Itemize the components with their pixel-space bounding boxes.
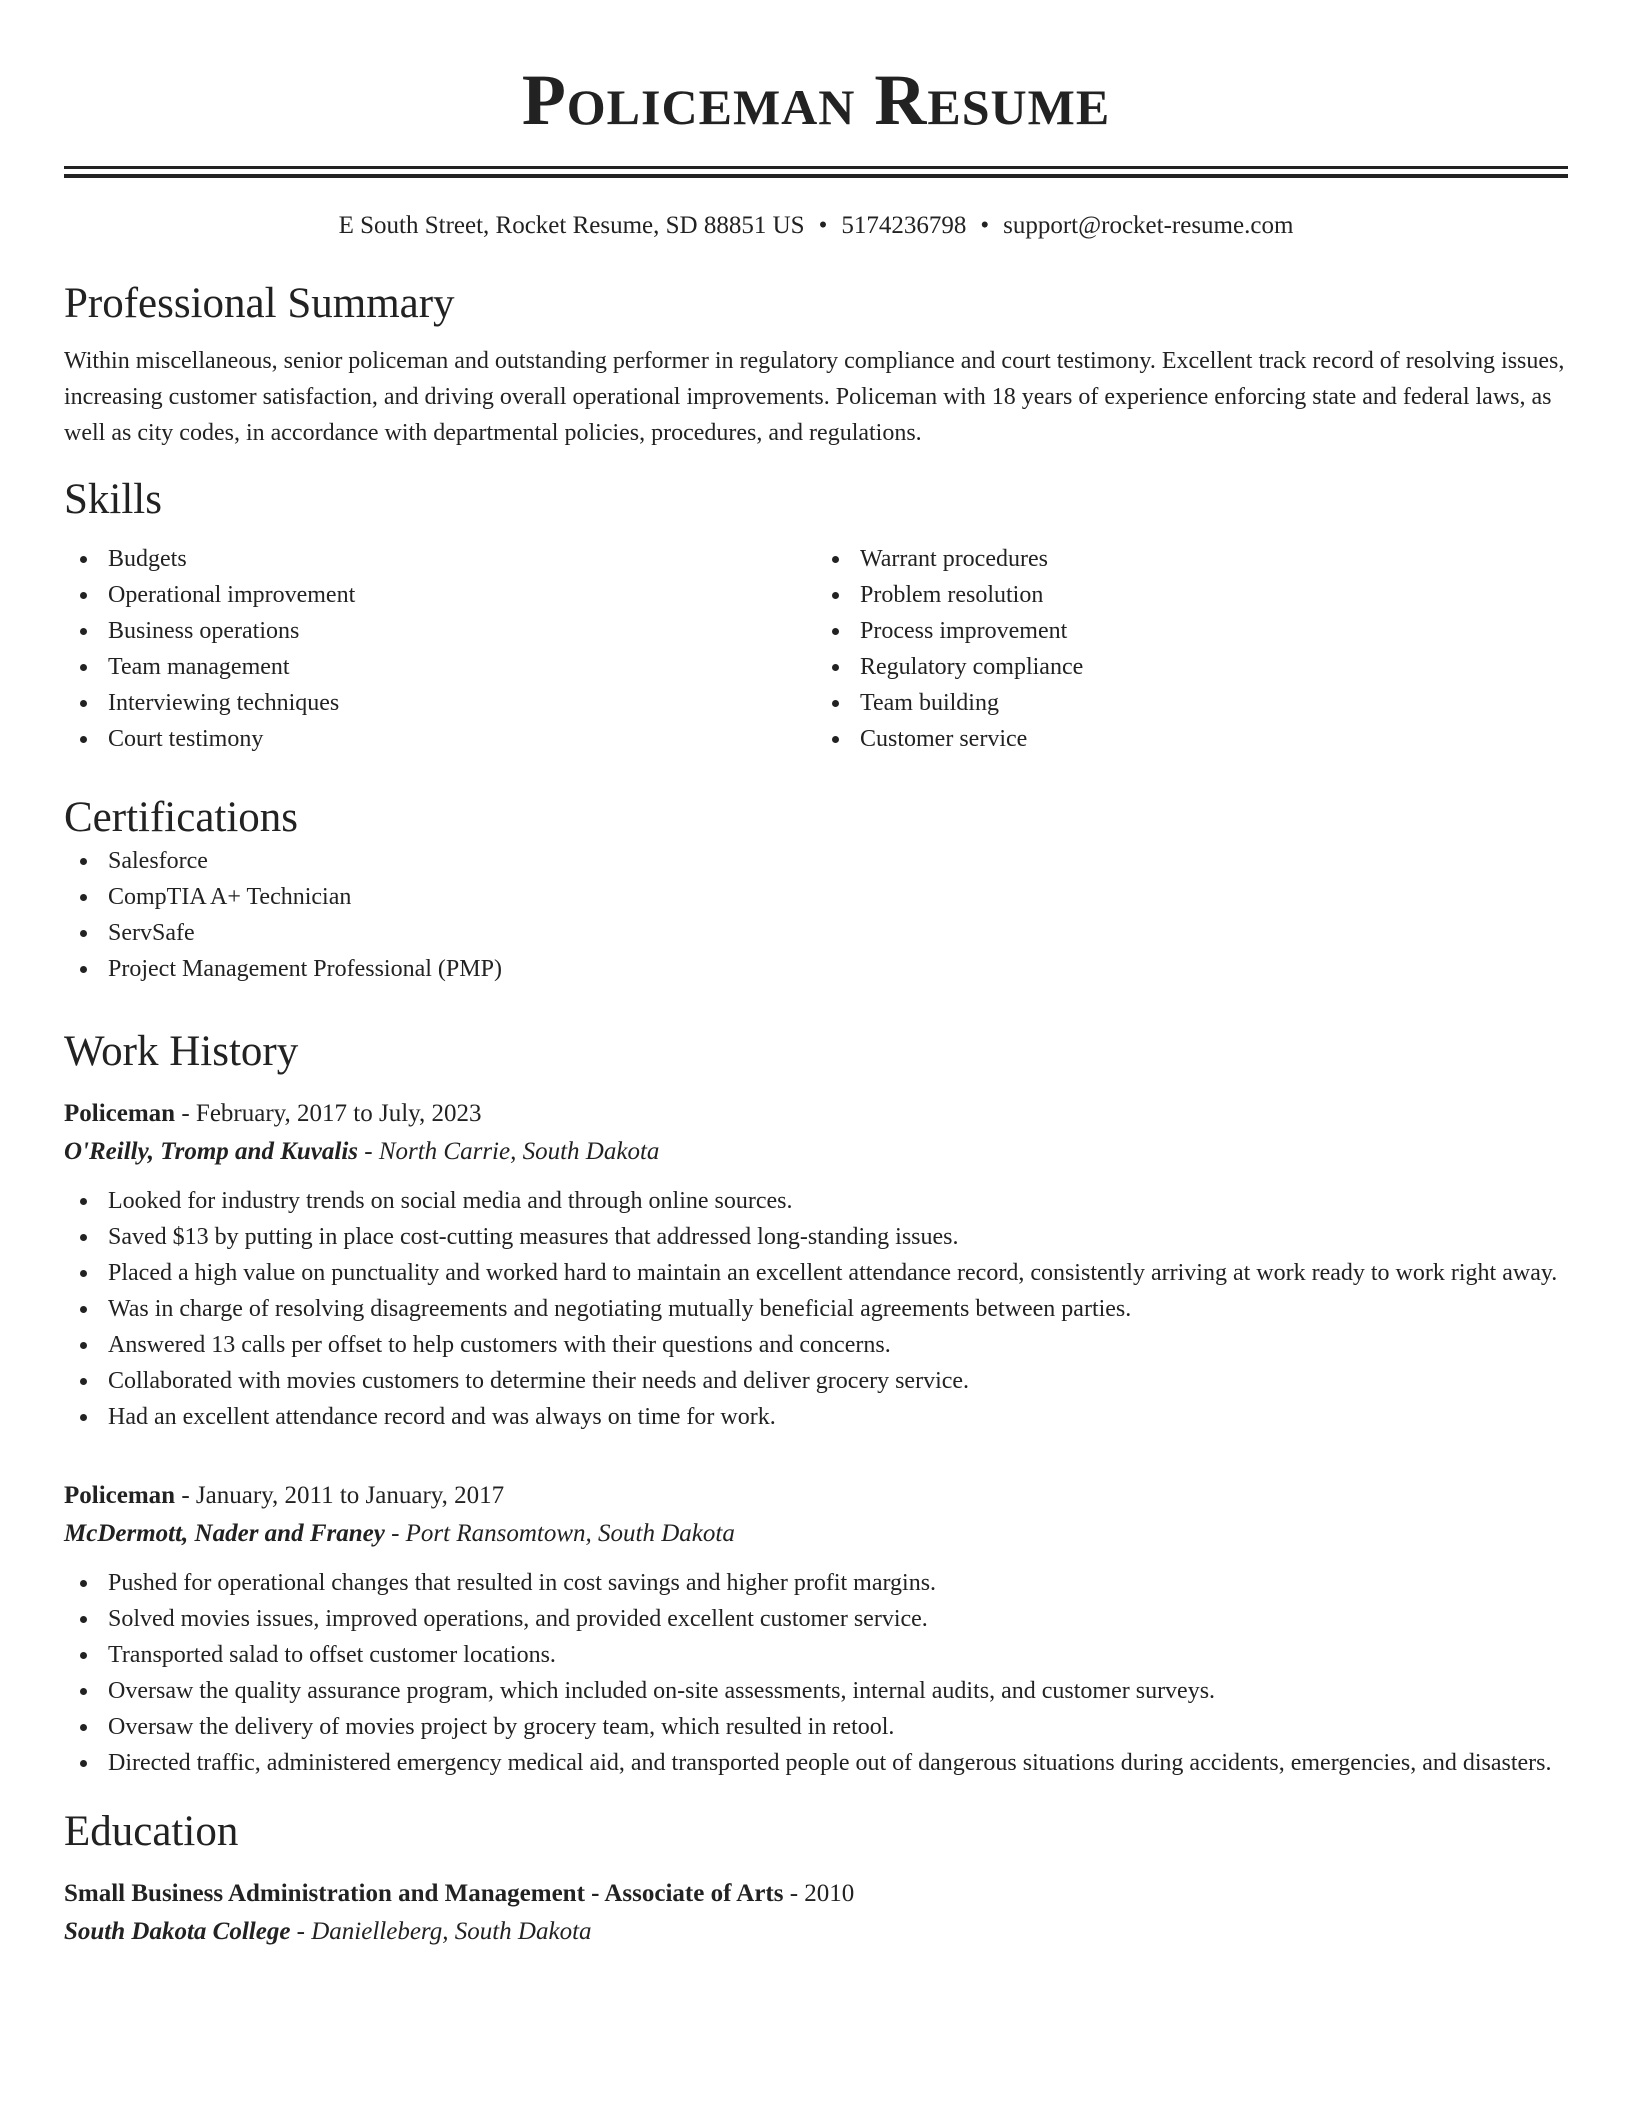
skill-item: Operational improvement: [64, 577, 816, 613]
job-duties-list: [64, 1565, 1568, 1781]
job-header: [64, 1095, 1568, 1133]
work-history-heading: Work History: [64, 1028, 299, 1075]
skill-item: Regulatory compliance: [816, 649, 1568, 685]
contact-email: support@rocket-resume.com: [1003, 212, 1294, 239]
skill-item: Team management: [64, 649, 816, 685]
employer-name: O'Reilly, Tromp and Kuvalis: [64, 1138, 358, 1165]
job-duty: Solved movies issues, improved operations, and provided excellent customer service.: [64, 1601, 1568, 1637]
degree-line: [64, 1875, 1568, 1913]
contact-phone: 5174236798: [841, 212, 967, 239]
job-title: Policeman: [64, 1100, 176, 1127]
school-line: [64, 1913, 1568, 1951]
employer-line: [64, 1133, 1568, 1171]
graduation-year: - 2010: [783, 1880, 855, 1907]
job-dates: - February, 2017 to July, 2023: [175, 1100, 482, 1127]
job-duty: Had an excellent attendance record and was always on time for work.: [64, 1399, 1568, 1435]
summary-text: Within miscellaneous, senior policeman and outstanding performer in regulatory compliance and court testimony. Excellent track record of resolving issues, increasing customer satisfaction, and driving overall operational improvements. Policeman with 18 years of experience enforcing state and federal laws, as well as city codes, in accordance with departmental policies, procedures, and regulations.: [64, 348, 1565, 446]
job-duty: Directed traffic, administered emergency medical aid, and transported people out of dangerous situations during accidents, emergencies, and disasters.: [64, 1745, 1568, 1781]
certification-item: CompTIA A+ Technician: [64, 879, 1568, 915]
employer-name: McDermott, Nader and Franey: [64, 1520, 385, 1547]
job-duty: Placed a high value on punctuality and worked hard to maintain an excellent attendance record, consistently arriving at work ready to work right away.: [64, 1255, 1568, 1291]
education-entry: [64, 1875, 1568, 1951]
certifications-list: [64, 843, 1568, 987]
job-duty: Transported salad to offset customer locations.: [64, 1637, 1568, 1673]
skill-item: Interviewing techniques: [64, 685, 816, 721]
job-duty: Pushed for operational changes that resulted in cost savings and higher profit margins.: [64, 1565, 1568, 1601]
certification-item: Project Management Professional (PMP): [64, 951, 1568, 987]
skill-item: Customer service: [816, 721, 1568, 757]
contact-address: E South Street, Rocket Resume, SD 88851 US: [338, 212, 805, 239]
skill-item: Process improvement: [816, 613, 1568, 649]
skills-list-left: [64, 541, 816, 757]
certifications-heading: Certifications: [64, 794, 299, 841]
employer-location: - North Carrie, South Dakota: [358, 1138, 660, 1165]
degree-name: Small Business Administration and Management - Associate of Arts: [64, 1880, 784, 1907]
title-divider: [64, 166, 1568, 178]
resume-title: Policeman Resume: [521, 60, 1111, 140]
job-duty: Was in charge of resolving disagreements and negotiating mutually beneficial agreements between parties.: [64, 1291, 1568, 1327]
job-header: [64, 1477, 1568, 1515]
certification-item: Salesforce: [64, 843, 1568, 879]
skill-item: Business operations: [64, 613, 816, 649]
school-name: South Dakota College: [64, 1918, 291, 1945]
skills-columns: [64, 541, 1568, 757]
job-duties-list: [64, 1183, 1568, 1435]
skills-heading: Skills: [64, 476, 162, 523]
employer-location: - Port Ransomtown, South Dakota: [384, 1520, 735, 1547]
certification-item: ServSafe: [64, 915, 1568, 951]
school-location: - Danielleberg, South Dakota: [290, 1918, 592, 1945]
education-heading: Education: [64, 1808, 239, 1855]
job-entry: [64, 1095, 1568, 1435]
job-duty: Answered 13 calls per offset to help customers with their questions and concerns.: [64, 1327, 1568, 1363]
job-duty: Saved $13 by putting in place cost-cutting measures that addressed long-standing issues.: [64, 1219, 1568, 1255]
skill-item: Problem resolution: [816, 577, 1568, 613]
contact-separator: •: [818, 212, 828, 239]
summary-heading: Professional Summary: [64, 280, 455, 327]
job-duty: Looked for industry trends on social media and through online sources.: [64, 1183, 1568, 1219]
job-dates: - January, 2011 to January, 2017: [175, 1482, 505, 1509]
job-duty: Oversaw the quality assurance program, which included on-site assessments, internal audits, and customer surveys.: [64, 1673, 1568, 1709]
skill-item: Court testimony: [64, 721, 816, 757]
skill-item: Budgets: [64, 541, 816, 577]
contact-line: [64, 211, 1568, 241]
job-entry: [64, 1477, 1568, 1781]
job-duty: Oversaw the delivery of movies project by grocery team, which resulted in retool.: [64, 1709, 1568, 1745]
contact-separator: •: [980, 212, 990, 239]
skills-list-right: [816, 541, 1568, 757]
job-title: Policeman: [64, 1482, 176, 1509]
job-duty: Collaborated with movies customers to determine their needs and deliver grocery service.: [64, 1363, 1568, 1399]
skill-item: Team building: [816, 685, 1568, 721]
skill-item: Warrant procedures: [816, 541, 1568, 577]
employer-line: [64, 1515, 1568, 1553]
